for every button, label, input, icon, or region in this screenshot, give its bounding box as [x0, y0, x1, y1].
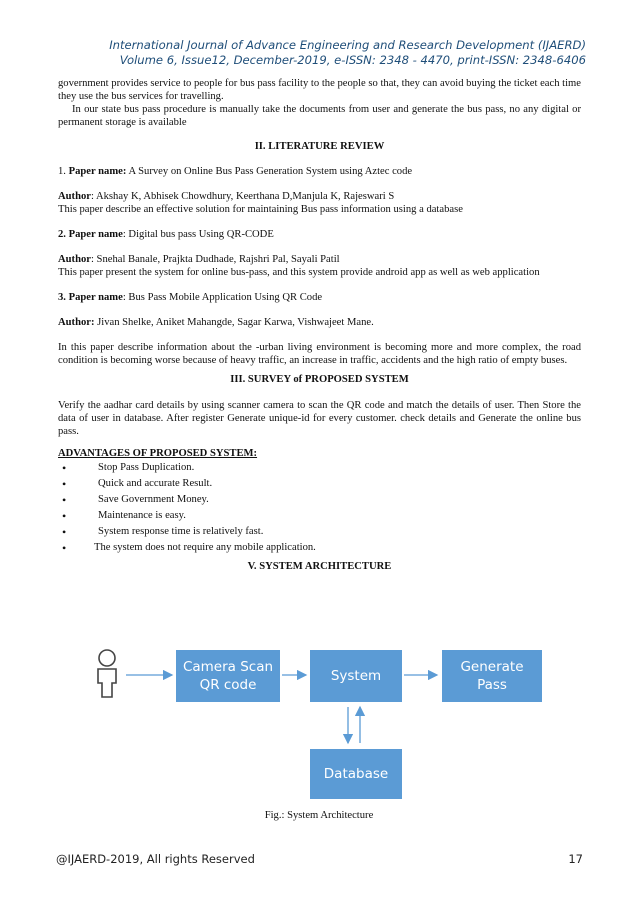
survey-heading: III. SURVEY of PROPOSED SYSTEM: [230, 374, 409, 385]
system-box: System: [310, 650, 402, 702]
advantages-list: [58, 460, 581, 556]
literature-review-section: [58, 140, 581, 367]
paper-2-description: This paper present the system for online bus-pass, and this system provide android app as well as web application: [58, 267, 540, 278]
literature-review-heading: II. LITERATURE REVIEW: [254, 141, 385, 152]
paper-3-name: [58, 291, 581, 304]
paper-1-description: This paper describe an effective solution for maintaining Bus pass information using a database: [58, 204, 463, 215]
architecture-heading: V. SYSTEM ARCHITECTURE: [247, 561, 392, 572]
advantage-item: • Maintenance is easy.: [58, 508, 581, 524]
paper-3-title: : Bus Pass Mobile Application Using QR Code: [122, 292, 323, 303]
user-icon: [98, 650, 116, 697]
paper-3-authors: [58, 316, 581, 329]
paper-2-name: [58, 228, 581, 241]
paper-2-author-names: : Snehal Banale, Prajkta Dudhade, Rajshri Pal, Sayali Patil: [90, 254, 340, 265]
paper-2-name-label: . Paper name: [63, 229, 123, 240]
database-box: Database: [310, 749, 402, 799]
advantages-heading: ADVANTAGES OF PROPOSED SYSTEM:: [58, 448, 258, 459]
footer-copyright: @IJAERD-2019, All rights Reserved: [56, 852, 255, 866]
survey-text: Verify the aadhar card details by using scanner camera to scan the QR code and match the details of user. Then Store the data of user in database. After register Generate unique-id for every customer. check details and Generate the online bus pass.: [58, 400, 581, 437]
advantage-item: • Save Government Money.: [58, 492, 581, 508]
advantage-item: • The system does not require any mobile application.: [58, 540, 581, 556]
intro-paragraph-2: In our state bus pass procedure is manually take the documents from user and generate the bus pass, no any digital or permanent storage is available: [58, 104, 581, 128]
paper-1-author-names: : Akshay K, Abhisek Chowdhury, Keerthana D,Manjula K, Rajeswari S: [90, 191, 395, 202]
advantages-section: [58, 447, 581, 556]
system-architecture-diagram: [92, 645, 557, 805]
paper-3-number: 3.: [58, 292, 66, 303]
intro-paragraph-1: government provides service to people for bus pass facility to the people so that, they can avoid buying the ticket each time they use the bus services for travelling.: [58, 78, 581, 102]
journal-title: International Journal of Advance Engineering and Research Development (IJAERD): [109, 38, 586, 52]
paper-3-author-names: Jivan Shelke, Aniket Mahangde, Sagar Karwa, Vishwajeet Mane.: [94, 317, 374, 328]
paper-2-authors: [58, 253, 581, 266]
survey-section: [58, 373, 581, 438]
camera-scan-box: Camera Scan QR code: [176, 650, 280, 702]
advantage-item: • Stop Pass Duplication.: [58, 460, 581, 476]
advantage-item: • Quick and accurate Result.: [58, 476, 581, 492]
paper-3-author-label: Author:: [58, 317, 95, 328]
paper-3-name-label: Paper name: [65, 292, 123, 303]
paper-2-number: 2: [58, 229, 64, 240]
paper-1-title: A Survey on Online Bus Pass Generation System using Aztec code: [126, 166, 413, 177]
paper-2-title: : Digital bus pass Using QR-CODE: [122, 229, 274, 240]
paper-2-author-label: Author: [58, 254, 91, 265]
architecture-section: [58, 560, 581, 573]
generate-pass-box: Generate Pass: [442, 650, 542, 702]
page-number: 17: [568, 852, 583, 866]
paper-1-author-label: Author: [58, 191, 91, 202]
page-footer: [56, 852, 583, 866]
advantage-item: • System response time is relatively fast.: [58, 524, 581, 540]
intro-section: [58, 77, 581, 129]
paper-1-number: 1.: [58, 166, 66, 177]
paper-1-name: [58, 165, 581, 178]
paper-1-name-label: Paper name:: [68, 166, 127, 177]
paper-1-authors: [58, 190, 581, 203]
figure-caption: Fig.: System Architecture: [264, 810, 374, 821]
journal-volume-info: Volume 6, Issue12, December-2019, e-ISSN: 2348 - 4470, print-ISSN: 2348-6406: [119, 53, 586, 67]
paper-3-description: In this paper describe information about the -urban living environment is becoming more and more complex, the road condition is becoming worse because of heavy traffic, an increase in traffic, accidents and the high ratio of empty buses.: [58, 342, 581, 366]
